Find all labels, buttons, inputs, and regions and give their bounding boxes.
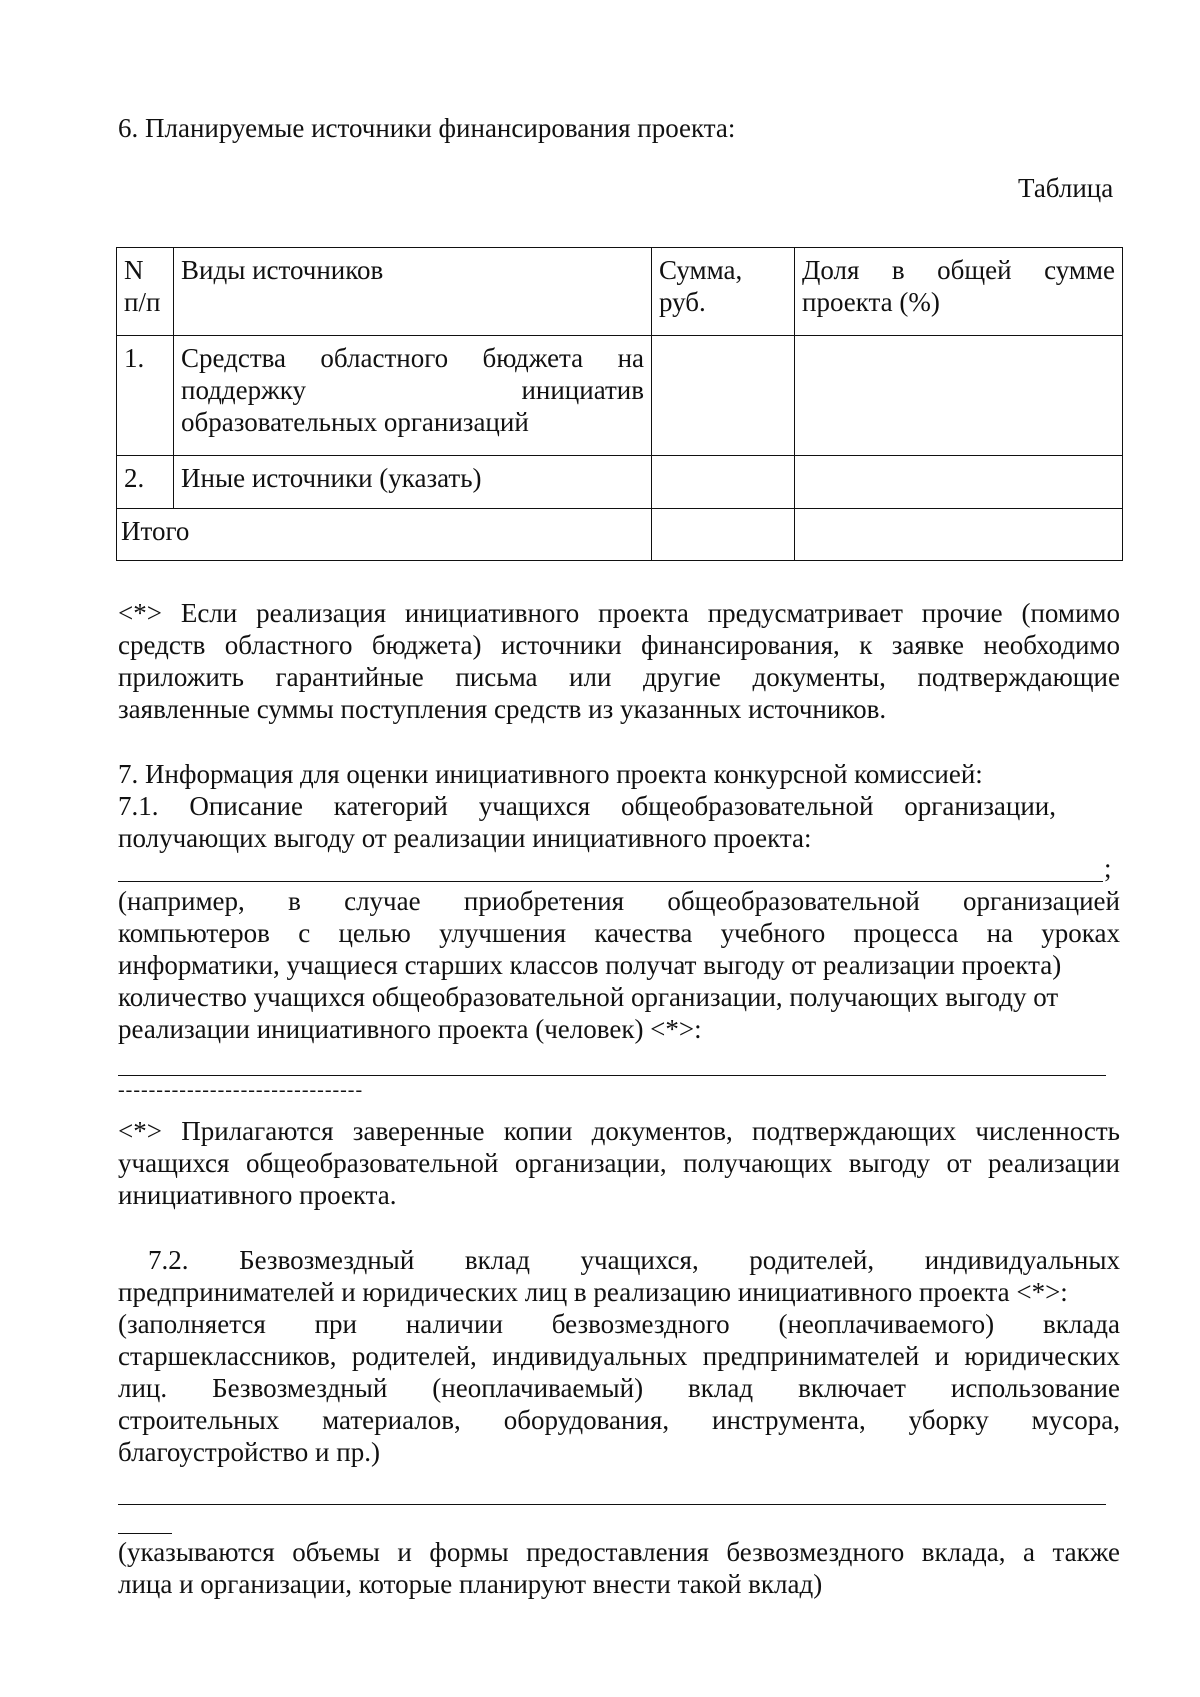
section-7-1-line: получающих выгоду от реализации инициативного проекта: xyxy=(118,823,812,853)
header-share: Доля в общей сумме проекта (%) xyxy=(795,248,1123,336)
short-rule xyxy=(118,1533,172,1534)
header-sum: Сумма, руб. xyxy=(652,248,795,336)
table-row xyxy=(117,456,1123,509)
header-kind: Виды источников xyxy=(174,248,652,336)
section-7-2-line: старшеклассников, родителей, индивидуальных предпринимателей и юридических xyxy=(118,1341,1120,1371)
row-1-share xyxy=(795,336,1123,456)
example-line: информатики, учащиеся старших классов получат выгоду от реализации проекта) xyxy=(118,950,1062,980)
fill-in-line xyxy=(118,1075,1106,1076)
fill-in-line xyxy=(118,881,1103,882)
contribution-note-line: (указываются объемы и формы предоставления безвозмездного вклада, а также xyxy=(118,1537,1120,1567)
fill-in-line xyxy=(118,1504,1106,1505)
row-1-sum xyxy=(652,336,795,456)
total-share xyxy=(795,509,1123,561)
example-line: реализации инициативного проекта (человек) <*>: xyxy=(118,1014,702,1044)
row-2-num: 2. xyxy=(117,456,174,509)
section-7-2-line: благоустройство и пр.) xyxy=(118,1437,380,1467)
total-sum xyxy=(652,509,795,561)
footnote-line: <*> Прилагаются заверенные копии документов, подтверждающих численность xyxy=(118,1116,1120,1146)
row-2-share xyxy=(795,456,1123,509)
funding-note-line: заявленные суммы поступления средств из указанных источников. xyxy=(118,694,887,724)
example-line: компьютеров с целью улучшения качества учебного процесса на уроках xyxy=(118,918,1120,948)
section-7-heading: 7. Информация для оценки инициативного проекта конкурсной комиссией: xyxy=(118,759,983,789)
section-7-2-line: 7.2. Безвозмездный вклад учащихся, родителей, индивидуальных xyxy=(148,1245,1120,1275)
section-7-2-line: строительных материалов, оборудования, инструмента, уборку мусора, xyxy=(118,1405,1120,1435)
example-line: (например, в случае приобретения общеобразовательной организацией xyxy=(118,886,1120,916)
example-line: количество учащихся общеобразовательной организации, получающих выгоду от xyxy=(118,982,1059,1012)
contribution-note-line: лица и организации, которые планируют внести такой вклад) xyxy=(118,1569,823,1599)
section-7-2-line: лиц. Безвозмездный (неоплачиваемый) вклад включает использование xyxy=(118,1373,1120,1403)
table-total-row xyxy=(117,509,1123,561)
footnote-line: учащихся общеобразовательной организации, получающих выгоду от реализации xyxy=(118,1148,1120,1178)
footnote-line: инициативного проекта. xyxy=(118,1180,397,1210)
row-2-sum xyxy=(652,456,795,509)
section-7-2-line: предпринимателей и юридических лиц в реализацию инициативного проекта <*>: xyxy=(118,1277,1068,1307)
funding-note-line: средств областного бюджета) источники финансирования, к заявке необходимо xyxy=(118,630,1120,660)
funding-note-line: <*> Если реализация инициативного проекта предусматривает прочие (помимо xyxy=(118,598,1120,628)
total-label: Итого xyxy=(117,509,652,561)
header-num: N п/п xyxy=(117,248,174,336)
semicolon: ; xyxy=(1104,853,1112,883)
table-caption: Таблица xyxy=(1018,173,1114,203)
table-header-row xyxy=(117,248,1123,336)
footnote-separator: -------------------------------- xyxy=(118,1079,364,1101)
row-1-kind: Средства областного бюджета на поддержку инициатив образовательных организаций xyxy=(174,336,652,456)
funding-note-line: приложить гарантийные письма или другие документы, подтверждающие xyxy=(118,662,1120,692)
row-2-kind: Иные источники (указать) xyxy=(174,456,652,509)
financing-sources-table xyxy=(116,247,1123,561)
section-7-1-line: 7.1. Описание категорий учащихся общеобразовательной организации, xyxy=(118,791,1056,821)
row-1-num: 1. xyxy=(117,336,174,456)
section-6-heading: 6. Планируемые источники финансирования проекта: xyxy=(118,113,736,143)
table-row xyxy=(117,336,1123,456)
section-7-2-line: (заполняется при наличии безвозмездного (неоплачиваемого) вклада xyxy=(118,1309,1120,1339)
